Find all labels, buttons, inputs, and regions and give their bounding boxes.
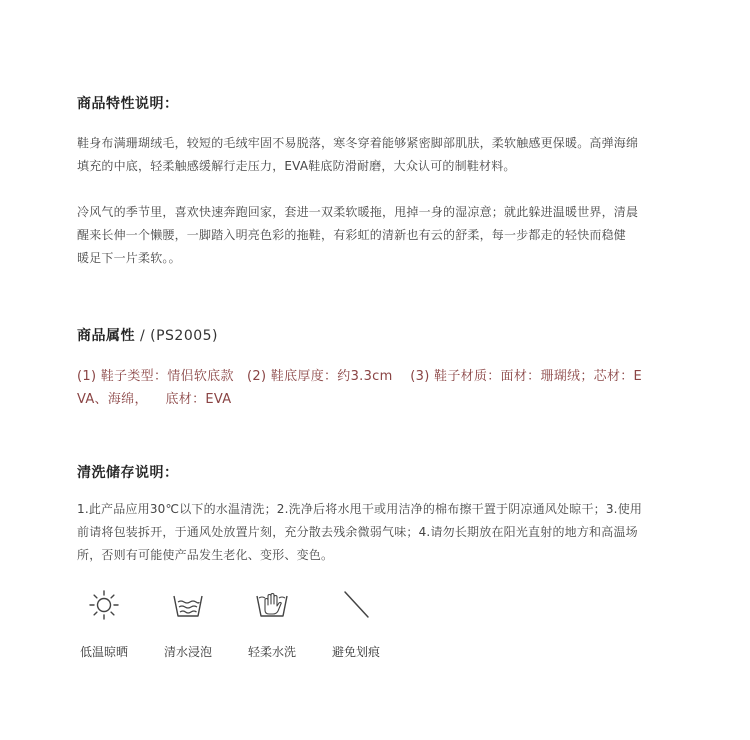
care-icon-item [74, 588, 134, 660]
attributes-list [77, 365, 687, 411]
diagonal-line-icon [326, 588, 386, 622]
care-icons-row [77, 588, 417, 663]
sun-icon [74, 588, 134, 622]
features-paragraph-1 [77, 132, 677, 178]
care-paragraph-line: 所，否则有可能使产品发生老化、变形、变色。 [77, 548, 334, 562]
attributes-line: (1) 鞋子类型：情侣软底款 (2) 鞋底厚度：约3.3cm (3) 鞋子材质：面材：珊瑚绒；芯材：E [77, 369, 643, 384]
care-icon-item [158, 588, 218, 660]
care-paragraph-line: 1.此产品应用30℃以下的水温清洗；2.洗净后将水甩干或用洁净的棉布擦干置于阴凉通风处晾干；3.使用 [77, 502, 643, 516]
hand-wash-icon [242, 588, 302, 622]
attributes-heading-model: / (PS2005) [135, 328, 218, 344]
care-icon-label: 低温晾晒 [79, 645, 128, 659]
care-icon-label: 清水浸泡 [163, 645, 212, 659]
care-paragraph-line: 前请将包装拆开，于通风处放置片刻，充分散去残余微弱气味；4.请勿长期放在阳光直射的地方和高温场 [77, 525, 638, 539]
care-icon-label: 避免划痕 [331, 645, 380, 659]
care-paragraph [77, 498, 677, 567]
attributes-heading-title: 商品属性 [77, 328, 135, 344]
care-icon-label: 轻柔水洗 [247, 645, 296, 659]
water-basin-icon [158, 588, 218, 622]
care-icon-item [242, 588, 302, 660]
features-paragraph-1-line: 鞋身布满珊瑚绒毛，较短的毛绒牢固不易脱落，寒冬穿着能够紧密脚部肌肤，柔软触感更保暖。高弹海绵 [77, 136, 639, 150]
features-paragraph-2-line: 醒来长伸一个懒腰，一脚踏入明亮色彩的拖鞋，有彩虹的清新也有云的舒柔，每一步都走的轻快而稳健 [77, 228, 627, 242]
features-heading: 商品特性说明： [77, 96, 179, 112]
features-paragraph-1-line: 填充的中底，轻柔触感缓解行走压力，EVA鞋底防滑耐磨，大众认可的制鞋材料。 [77, 159, 516, 173]
features-paragraph-2-line: 暖足下一片柔软。。 [77, 251, 181, 265]
attributes-line: VA、海绵， 底材：EVA [77, 392, 232, 407]
features-paragraph-2-line: 冷风气的季节里，喜欢快速奔跑回家，套进一双柔软暖拖，甩掉一身的湿凉意；就此躲进温暖世界，清晨 [77, 205, 639, 219]
features-paragraph-2 [77, 201, 677, 270]
care-heading: 清洗储存说明： [77, 465, 179, 481]
care-icon-item [326, 588, 386, 660]
attributes-heading [77, 325, 218, 345]
